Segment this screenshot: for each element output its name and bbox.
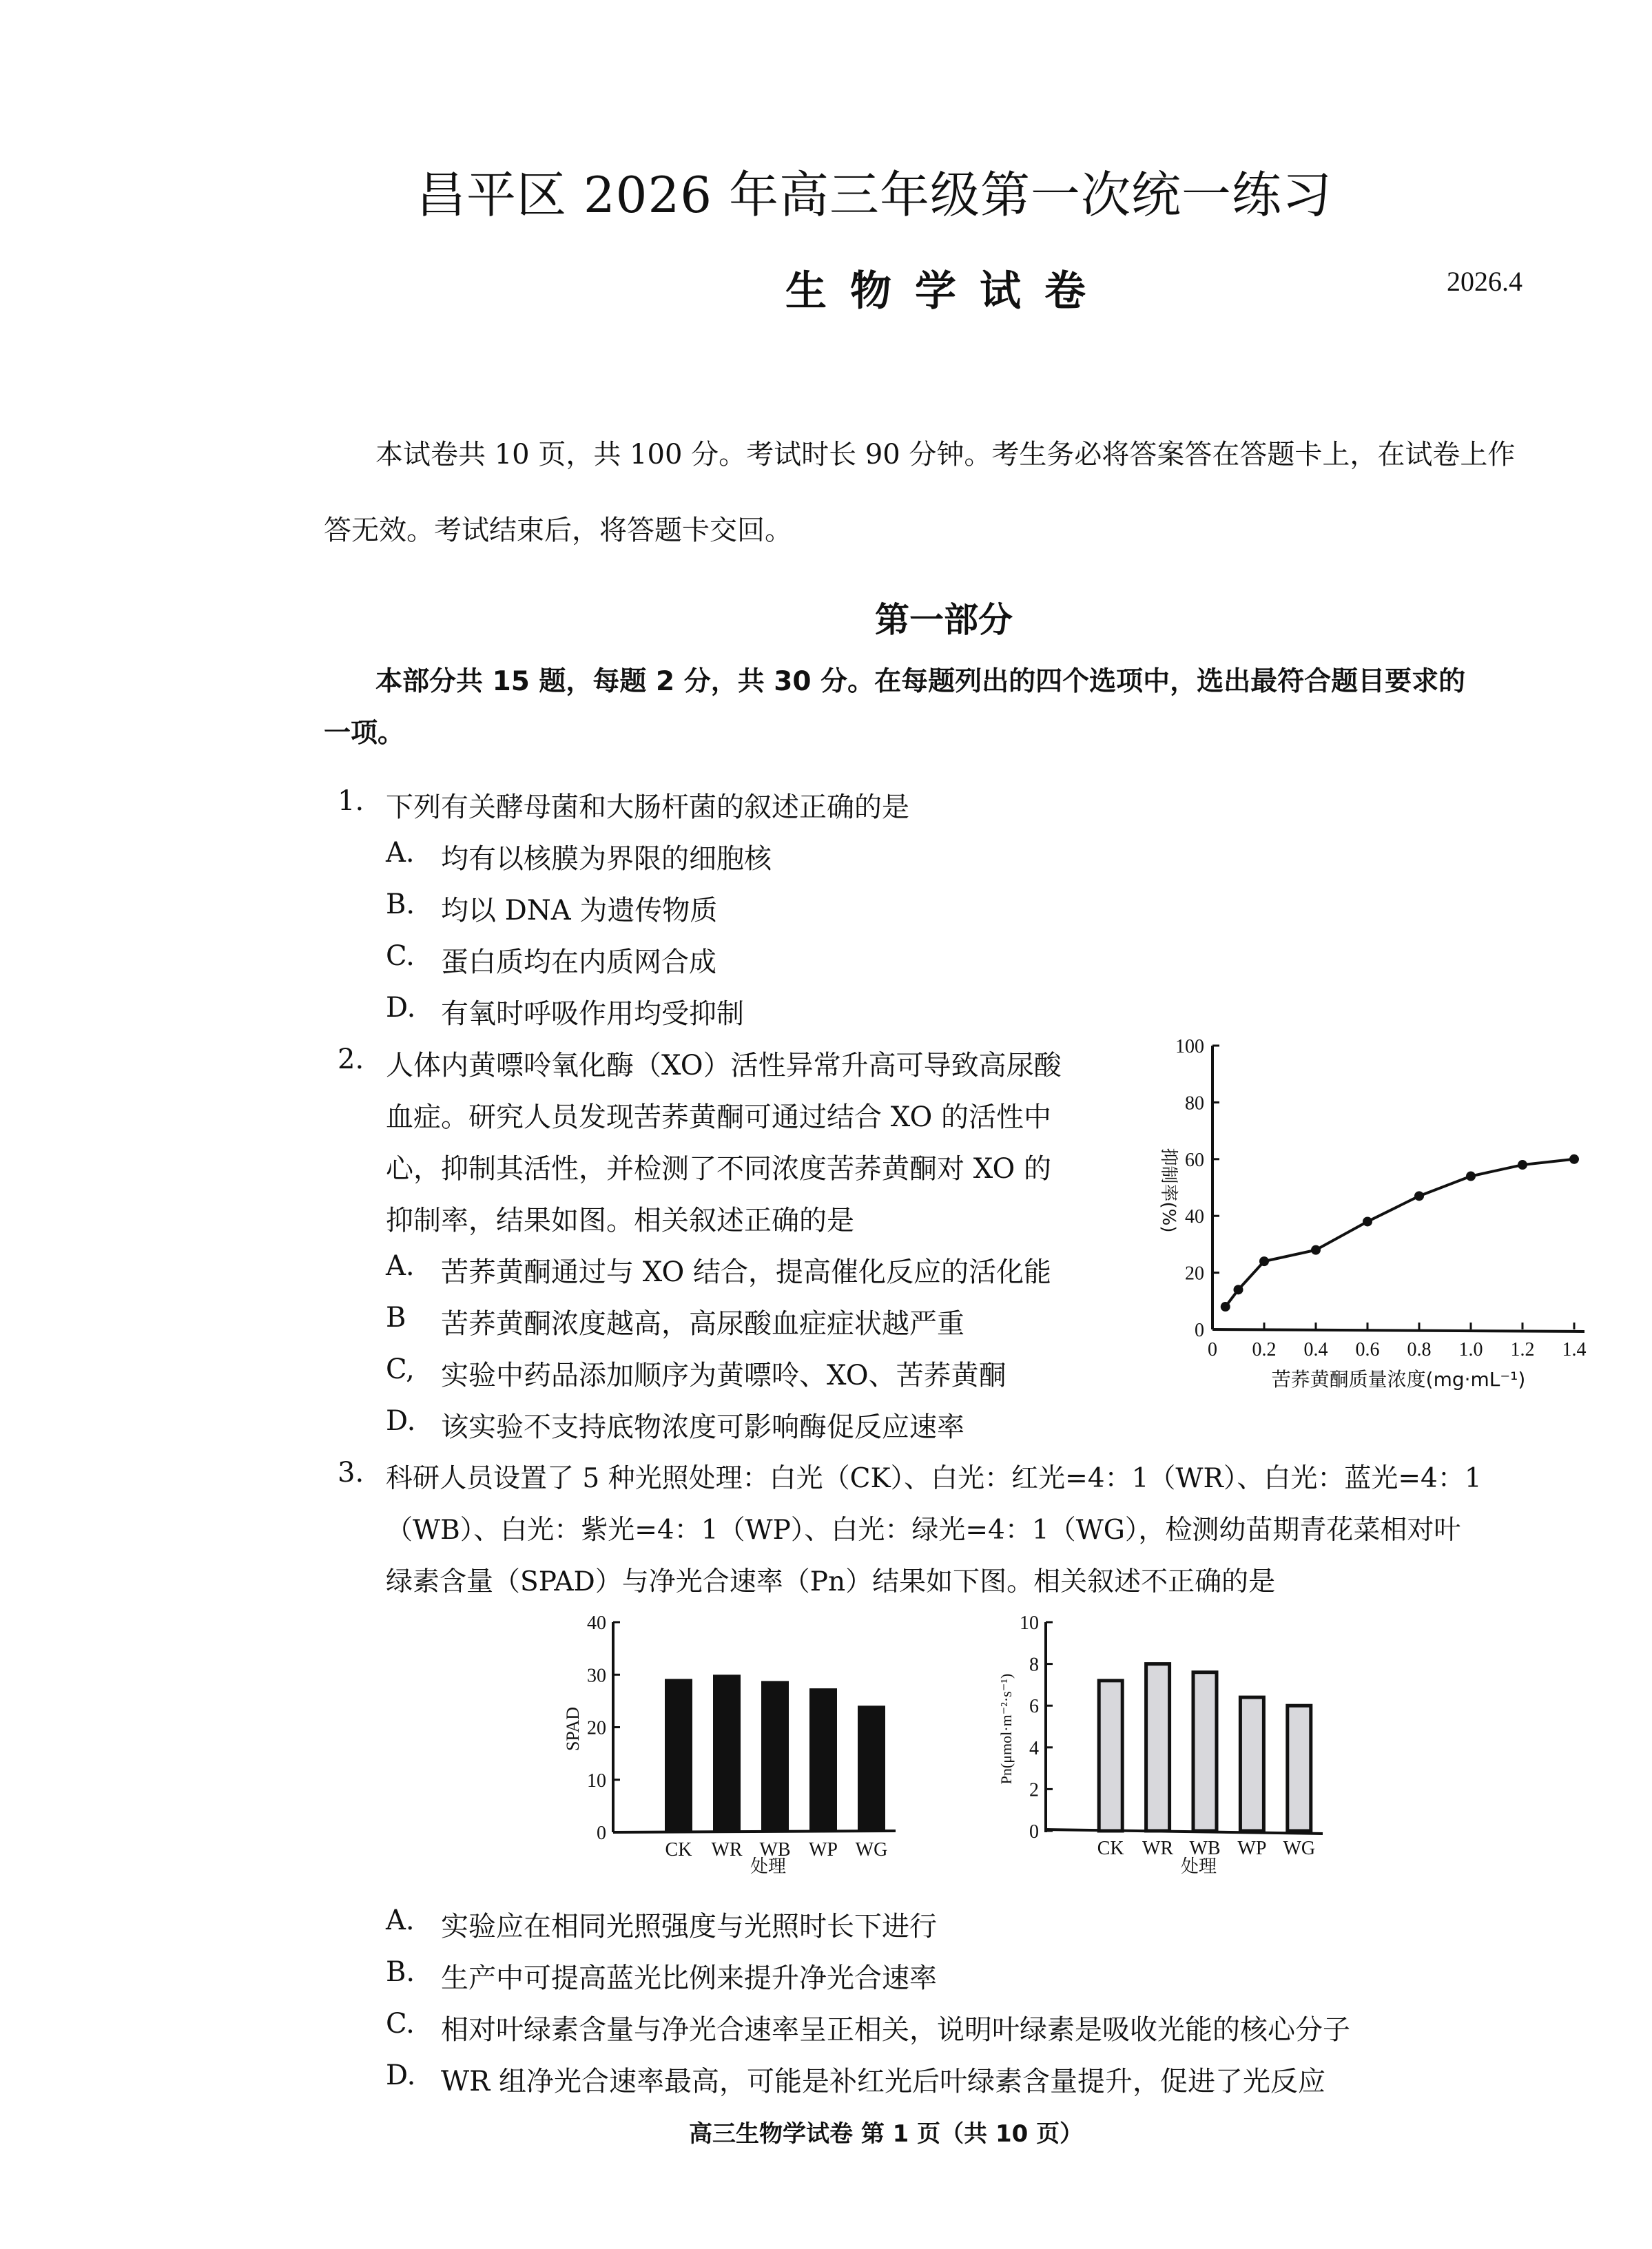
x-tick-label: WP — [1237, 1838, 1267, 1859]
option-label-b: B. — [386, 889, 415, 920]
x-tick-label: CK — [1097, 1838, 1124, 1859]
y-axis-label: 抑制率(%) — [1158, 1148, 1179, 1233]
y-tick-label: 20 — [1185, 1263, 1204, 1285]
bar-wp — [1240, 1697, 1263, 1831]
x-axis-label: 苦荞黄酮质量浓度(mg·mL⁻¹) — [1271, 1368, 1526, 1391]
option-label-a: A. — [386, 1250, 415, 1282]
x-tick-label: WR — [711, 1839, 743, 1861]
y-tick-label: 0 — [1195, 1320, 1204, 1341]
x-axis-label: 处理 — [1180, 1856, 1217, 1877]
x-tick-label: WG — [855, 1839, 888, 1861]
data-point — [1466, 1172, 1476, 1181]
option-label-c: C. — [386, 2008, 415, 2040]
option-c: 实验中药品添加顺序为黄嘌呤、XO、苦荞黄酮 — [441, 1360, 1006, 1391]
x-axis-label: 处理 — [750, 1856, 787, 1877]
question-number: 1. — [338, 785, 364, 817]
y-tick-label: 60 — [1185, 1149, 1204, 1171]
x-tick-label: 0.2 — [1252, 1339, 1277, 1360]
question-number: 2. — [338, 1044, 364, 1075]
option-label-b: B. — [386, 1956, 415, 1988]
y-axis-ticks — [587, 1613, 620, 1844]
bar-wr — [1146, 1664, 1170, 1831]
y-tick-label: 0 — [1029, 1821, 1039, 1843]
option-c: 蛋白质均在内质网合成 — [441, 946, 716, 978]
y-axis-label: SPAD — [563, 1706, 583, 1752]
question-stem-line-2: （WB）、白光：紫光=4：1（WP）、白光：绿光=4：1（WG），检测幼苗期青花菜相对叶 — [386, 1515, 1461, 1546]
y-axis-label: Pn(μmol·m⁻²·s⁻¹) — [998, 1673, 1015, 1785]
intro-line-2: 答无效。考试结束后，将答题卡交回。 — [324, 515, 792, 546]
exam-date: 2026.4 — [1447, 266, 1522, 297]
y-tick-label: 10 — [1020, 1613, 1039, 1634]
option-d: 有氧时呼吸作用均受抑制 — [441, 998, 744, 1030]
bar-wg — [858, 1706, 885, 1832]
bar-ck — [665, 1679, 692, 1832]
y-tick-label: 40 — [1185, 1206, 1204, 1228]
y-tick-label: 2 — [1029, 1779, 1039, 1801]
option-a: 苦荞黄酮通过与 XO 结合，提高催化反应的活化能 — [441, 1256, 1051, 1288]
bar-wr — [713, 1675, 741, 1832]
bar-wg — [1288, 1706, 1311, 1831]
option-label-d: D. — [386, 992, 416, 1024]
x-axis-ticks — [1208, 1323, 1587, 1360]
data-point — [1518, 1160, 1527, 1170]
y-tick-label: 4 — [1029, 1737, 1039, 1759]
data-points — [1221, 1154, 1579, 1312]
option-b: 生产中可提高蓝光比例来提升净光合速率 — [441, 1962, 937, 1994]
option-b: 均以 DNA 为遗传物质 — [441, 895, 718, 926]
option-a: 均有以核膜为界限的细胞核 — [441, 843, 772, 875]
x-tick-label: 0 — [1208, 1339, 1217, 1360]
x-tick-label: WB — [759, 1839, 791, 1861]
y-axis-ticks — [1020, 1613, 1053, 1843]
inhibition-rate-series — [1226, 1159, 1574, 1307]
data-point — [1311, 1245, 1321, 1255]
question-stem-line-2: 血症。研究人员发现苦荞黄酮可通过结合 XO 的活性中 — [386, 1101, 1051, 1133]
bar-ck — [1099, 1681, 1122, 1831]
x-tick-label: WP — [809, 1839, 838, 1861]
x-tick-label: CK — [665, 1839, 692, 1861]
inhibition-rate-line-chart — [1130, 1019, 1612, 1405]
y-tick-label: 0 — [597, 1823, 606, 1844]
chart-axes — [1212, 1046, 1584, 1331]
y-tick-label: 8 — [1029, 1654, 1039, 1676]
exam-subtitle: 生物学试卷 — [785, 267, 1109, 315]
option-a: 实验应在相同光照强度与光照时长下进行 — [441, 1911, 937, 1942]
option-label-d: D. — [386, 1405, 416, 1437]
x-tick-label: WB — [1189, 1838, 1221, 1859]
section-instructions-line-2: 一项。 — [324, 718, 405, 749]
bars — [665, 1675, 885, 1832]
option-b: 苦荞黄酮浓度越高，高尿酸血症症状越严重 — [441, 1308, 964, 1340]
option-label-d: D. — [386, 2060, 416, 2091]
data-point — [1259, 1256, 1269, 1266]
question-number: 3. — [338, 1457, 364, 1489]
y-tick-label: 30 — [587, 1665, 606, 1687]
data-point — [1363, 1216, 1372, 1226]
option-label-b: B — [386, 1302, 406, 1334]
y-tick-label: 20 — [587, 1717, 606, 1739]
page-footer: 高三生物学试卷 第 1 页（共 10 页） — [689, 2120, 1084, 2148]
intro-line-1: 本试卷共 10 页，共 100 分。考试时长 90 分钟。考生务必将答案答在答题卡上，在试卷上作 — [375, 439, 1516, 470]
x-tick-label: 1.2 — [1510, 1339, 1535, 1360]
x-tick-label: 0.6 — [1355, 1339, 1380, 1360]
option-label-c: C, — [386, 1354, 415, 1385]
bar-wb — [1193, 1672, 1217, 1831]
option-label-a: A. — [386, 837, 415, 869]
question-stem-line-1: 人体内黄嘌呤氧化酶（XO）活性异常升高可导致高尿酸 — [386, 1050, 1062, 1081]
x-tick-label: WR — [1142, 1838, 1174, 1859]
y-tick-label: 80 — [1185, 1092, 1204, 1115]
y-tick-label: 10 — [587, 1770, 606, 1792]
x-tick-label: 1.4 — [1562, 1339, 1587, 1360]
x-tick-label: 0.4 — [1303, 1339, 1328, 1360]
question-stem-line-3: 绿素含量（SPAD）与净光合速率（Pn）结果如下图。相关叙述不正确的是 — [386, 1566, 1276, 1597]
option-d: WR 组净光合速率最高，可能是补红光后叶绿素含量提升，促进了光反应 — [441, 2066, 1325, 2097]
option-d: 该实验不支持底物浓度可影响酶促反应速率 — [441, 1411, 964, 1443]
section-title: 第一部分 — [875, 600, 1013, 640]
option-label-a: A. — [386, 1905, 415, 1936]
bar-wp — [809, 1688, 837, 1832]
data-point — [1234, 1285, 1243, 1294]
data-point — [1569, 1154, 1579, 1164]
question-stem-line-3: 心，抑制其活性，并检测了不同浓度苦荞黄酮对 XO 的 — [386, 1153, 1051, 1185]
spad-bar-chart — [551, 1612, 978, 1887]
y-tick-label: 100 — [1175, 1036, 1204, 1057]
data-point — [1414, 1191, 1424, 1201]
data-point — [1221, 1302, 1230, 1312]
option-label-c: C. — [386, 940, 415, 972]
y-tick-label: 40 — [587, 1613, 606, 1634]
y-tick-label: 6 — [1029, 1696, 1039, 1718]
question-stem: 下列有关酵母菌和大肠杆菌的叙述正确的是 — [386, 791, 909, 823]
section-instructions-line-1: 本部分共 15 题，每题 2 分，共 30 分。在每题列出的四个选项中，选出最符合题目要求的 — [375, 666, 1466, 697]
pn-bar-chart — [992, 1612, 1419, 1887]
x-tick-label: 0.8 — [1407, 1339, 1432, 1360]
bars — [1099, 1664, 1311, 1831]
question-stem-line-4: 抑制率，结果如图。相关叙述正确的是 — [386, 1205, 854, 1236]
exam-title: 昌平区 2026 年高三年级第一次统一练习 — [415, 166, 1332, 224]
x-tick-label: 1.0 — [1458, 1339, 1483, 1360]
option-c: 相对叶绿素含量与净光合速率呈正相关，说明叶绿素是吸收光能的核心分子 — [441, 2014, 1350, 2046]
x-tick-label: WG — [1283, 1838, 1316, 1859]
bar-wb — [761, 1681, 789, 1832]
question-stem-line-1: 科研人员设置了 5 种光照处理：白光（CK）、白光：红光=4：1（WR）、白光：蓝光=4：1 — [386, 1463, 1482, 1494]
